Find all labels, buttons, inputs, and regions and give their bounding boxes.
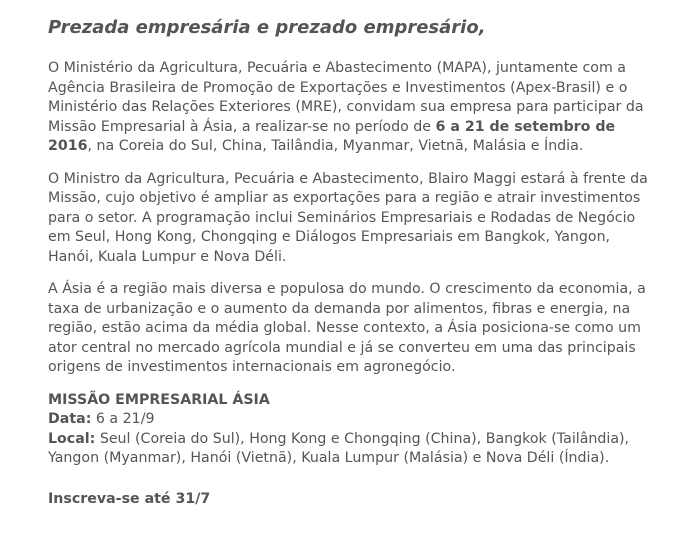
invitation-text-end: , na Coreia do Sul, China, Tailândia, Myanmar, Vietnã, Malásia e Índia. xyxy=(87,138,584,154)
greeting: Prezada empresária e prezado empresário, xyxy=(48,17,486,38)
place-label: Local: xyxy=(48,430,96,447)
paragraph-asia-context: A Ásia é a região mais diversa e populosa do mundo. O crescimento da economia, a taxa de urbanização e o aumento da demanda por alimentos, fibras e energia, na região, estão acima da média global. Nesse contexto, a Ásia posiciona-se como um ator central no mercado agrícola mundial e já se converteu em uma das principais origens de investimentos internacionais em agronegócio. xyxy=(48,281,646,375)
paragraph-minister: O Ministro da Agricultura, Pecuária e Abastecimento, Blairo Maggi estará à frente da Missão, cujo objetivo é ampliar as exportações para a região e atrair investimentos para o setor. A programação inclui Seminários Empresariais e Rodadas de Negócio em Seul, Hong Kong, Chongqing e Diálogos Empresariais em Bangkok, Yangon, Hanói, Kuala Lumpur e Nova Déli. xyxy=(48,170,648,265)
mission-place xyxy=(48,430,660,469)
mission-details xyxy=(48,391,660,469)
paragraph-invitation xyxy=(48,59,660,157)
mission-date xyxy=(48,410,660,430)
mission-period: 6 a 21 de setembro de 2016 xyxy=(48,118,616,154)
registration-deadline: Inscreva-se até 31/7 xyxy=(48,490,211,507)
mission-title: MISSÃO EMPRESARIAL ÁSIA xyxy=(48,391,270,408)
date-label: Data: xyxy=(48,411,92,427)
place-value: Seul (Coreia do Sul), Hong Kong e Chongqing (China), Bangkok (Tailândia), Yangon (Myanmar), Hanói (Vietnã), Kuala Lumpur (Malásia) e Nova Déli (Índia). xyxy=(48,430,630,466)
invitation-text-start: O Ministério da Agricultura, Pecuária e Abastecimento (MAPA), juntamente com a Agência Brasileira de Promoção de Exportações e Investimentos (Apex-Brasil) e o Ministério das Relações Exteriores (MRE), convidam sua empresa para participar da Missão Empresarial à Ásia, a realizar-se no período de xyxy=(48,60,644,135)
date-value: 6 a 21/9 xyxy=(91,411,155,427)
